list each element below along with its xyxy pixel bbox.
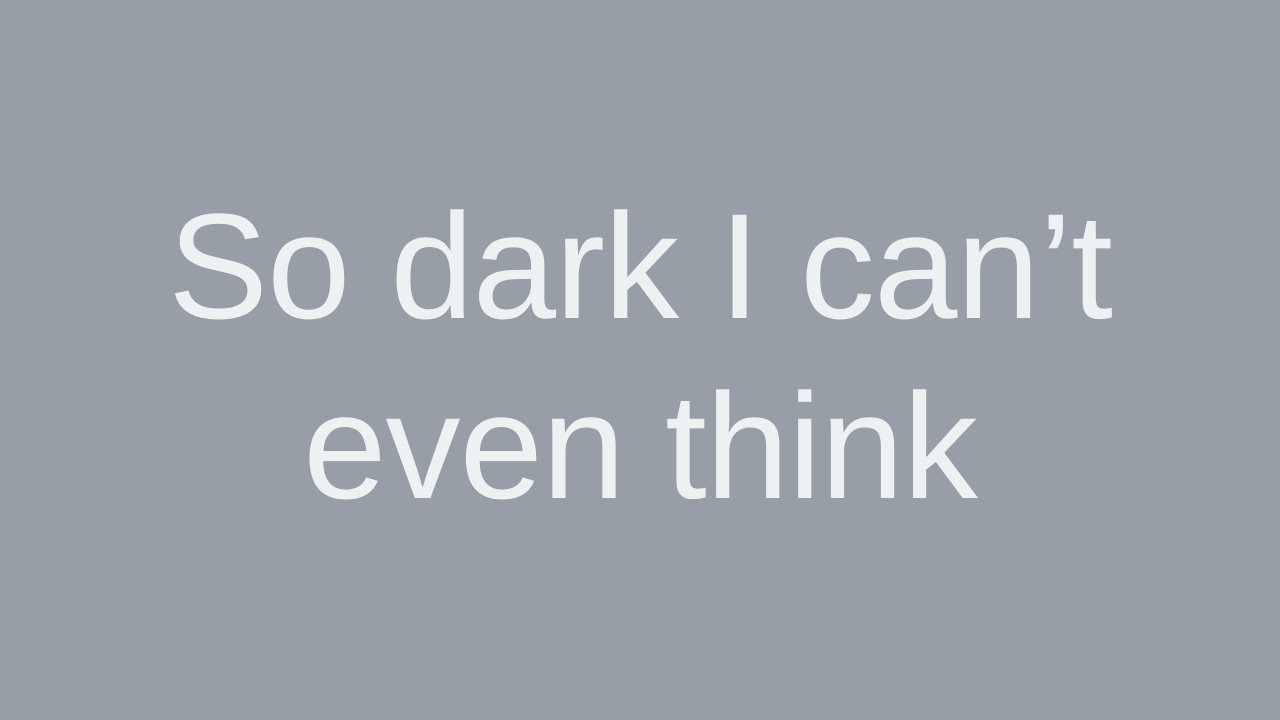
headline-line-2: even think	[303, 362, 977, 530]
headline-line-1: So dark I can’t	[168, 182, 1112, 350]
